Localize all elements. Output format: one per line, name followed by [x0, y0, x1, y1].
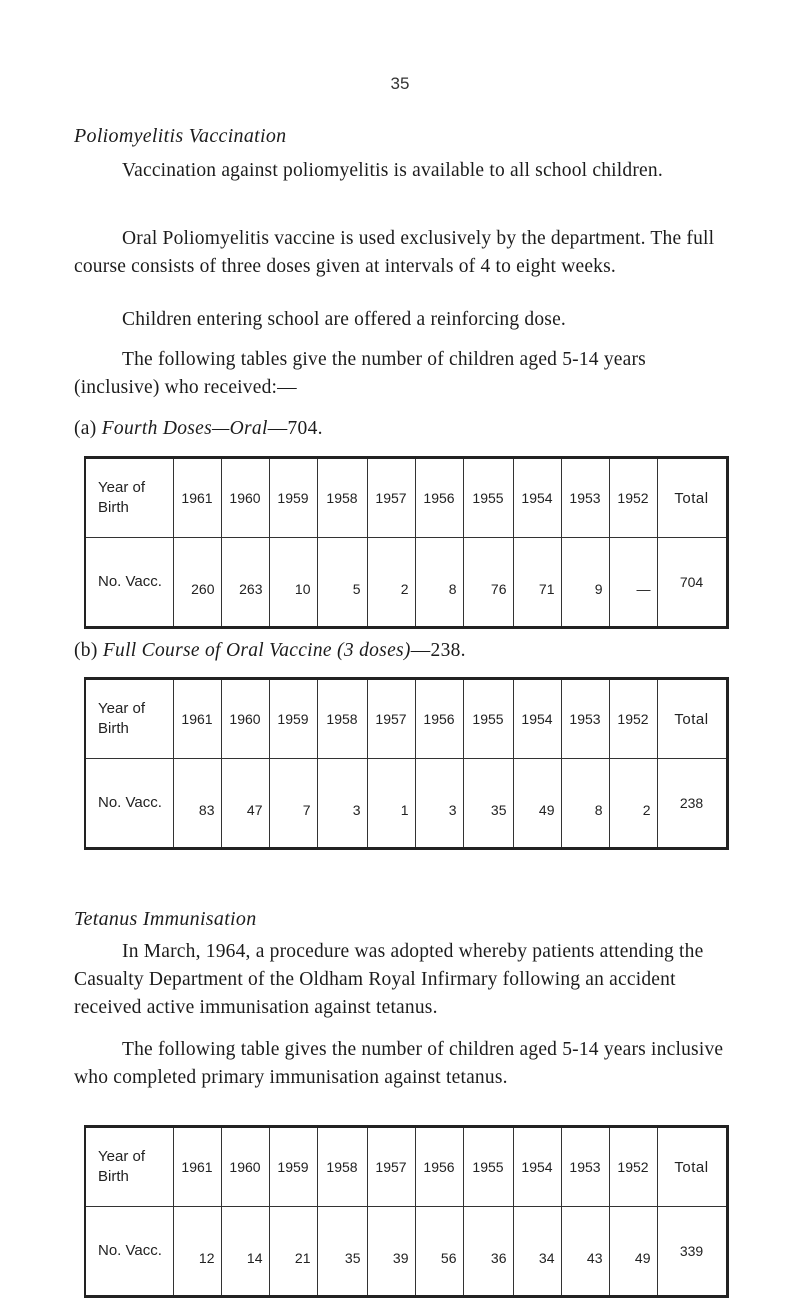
table-a-year-cell: 1959: [269, 458, 317, 538]
tetanus-paragraph-1: In March, 1964, a procedure was adopted whereby patients attending the Casualty Department of the Oldham Royal Infirmary following an accident received active immunisation against tetanus.: [74, 941, 704, 1018]
table-b-caption: [74, 640, 466, 662]
table-b-count-cell: 8: [561, 759, 609, 849]
table-b-year-cell: 1952: [609, 679, 657, 759]
table-b-count-cell: 83: [173, 759, 221, 849]
table-a-year-label: Year of Birth: [98, 479, 145, 516]
table-b-year-cell: 1960: [221, 679, 269, 759]
table-c-count-cell: 36: [463, 1207, 513, 1297]
table-b-year-cell: 1959: [269, 679, 317, 759]
table-a-count-cell: 8: [415, 538, 463, 628]
table-c-year-cell: 1955: [463, 1127, 513, 1207]
page-number: 35: [390, 74, 410, 93]
tetanus-paragraph-2: The following table gives the number of children aged 5-14 years inclusive who completed primary immunisation against tetanus.: [74, 1039, 724, 1088]
table-b-count-cell: 7: [269, 759, 317, 849]
table-a-total-value: 704: [657, 538, 727, 628]
table-a-caption-title: Fourth Doses—Oral: [101, 418, 268, 439]
table-c-count-cell: 34: [513, 1207, 561, 1297]
table-c-year-label: Year of Birth: [98, 1148, 145, 1185]
table-b-year-cell: 1957: [367, 679, 415, 759]
table-a-year-cell: 1961: [173, 458, 221, 538]
table-b-count-cell: 1: [367, 759, 415, 849]
polio-paragraph-1: Vaccination against poliomyelitis is available to all school children.: [122, 160, 663, 181]
table-b-count-label: No. Vacc.: [85, 759, 173, 849]
table-b-year-row: [85, 679, 727, 759]
table-b-count-cell: 47: [221, 759, 269, 849]
table-b-count-cell: 3: [317, 759, 367, 849]
table-c-year-row: [85, 1127, 727, 1207]
table-a-year-cell: 1960: [221, 458, 269, 538]
table-c-year-cell: 1954: [513, 1127, 561, 1207]
table-a-count-cell: 10: [269, 538, 317, 628]
table-b-total-value: 238: [657, 759, 727, 849]
table-c-count-cell: 39: [367, 1207, 415, 1297]
table-a-year-cell: 1953: [561, 458, 609, 538]
tetanus-heading: Tetanus Immunisation: [74, 908, 257, 930]
table-b-year-cell: 1956: [415, 679, 463, 759]
table-c-year-cell: 1956: [415, 1127, 463, 1207]
polio-paragraph-4: The following tables give the number of children aged 5-14 years (inclusive) who received:—: [74, 349, 646, 398]
table-c-year-cell: 1960: [221, 1127, 269, 1207]
polio-paragraph-3: Children entering school are offered a reinforcing dose.: [122, 309, 567, 330]
table-b-count-cell: 2: [609, 759, 657, 849]
table-c-count-row: [85, 1207, 727, 1297]
table-c-year-cell: 1953: [561, 1127, 609, 1207]
table-a-count-cell: 263: [221, 538, 269, 628]
table-c-count-cell: 12: [173, 1207, 221, 1297]
table-c-count-cell: 56: [415, 1207, 463, 1297]
table-b-count-row: [85, 759, 727, 849]
table-c-tetanus: [84, 1125, 729, 1298]
table-a-total-header: Total: [657, 458, 727, 538]
table-c-year-cell: 1961: [173, 1127, 221, 1207]
table-b-year-cell: 1954: [513, 679, 561, 759]
table-b-year-cell: 1958: [317, 679, 367, 759]
table-b-caption-total: —238.: [410, 640, 466, 661]
table-b-caption-prefix: (b): [74, 640, 103, 661]
table-a-fourth-doses: [84, 456, 729, 629]
table-c-count-label: No. Vacc.: [85, 1207, 173, 1297]
table-a-year-cell: 1957: [367, 458, 415, 538]
table-a-caption: [74, 418, 323, 440]
table-c-year-cell: 1958: [317, 1127, 367, 1207]
table-a-year-row: [85, 458, 727, 538]
table-b-year-cell: 1953: [561, 679, 609, 759]
table-b-year-cell: 1961: [173, 679, 221, 759]
table-b-total-header: Total: [657, 679, 727, 759]
table-a-count-cell: 260: [173, 538, 221, 628]
table-c-year-cell: 1952: [609, 1127, 657, 1207]
table-b-count-cell: 35: [463, 759, 513, 849]
polio-paragraph-2: Oral Poliomyelitis vaccine is used exclusively by the department. The full course consists of three doses given at intervals of 4 to eight weeks.: [74, 228, 715, 277]
table-b-caption-title: Full Course of Oral Vaccine (3 doses): [102, 640, 411, 661]
table-a-count-cell: 76: [463, 538, 513, 628]
table-c-count-cell: 43: [561, 1207, 609, 1297]
table-a-year-cell: 1956: [415, 458, 463, 538]
table-b-year-cell: 1955: [463, 679, 513, 759]
table-c-total-value: 339: [657, 1207, 727, 1297]
table-b-year-label: Year of Birth: [98, 700, 145, 737]
table-c-year-cell: 1957: [367, 1127, 415, 1207]
table-a-count-cell: 71: [513, 538, 561, 628]
table-b-count-cell: 49: [513, 759, 561, 849]
table-a-year-cell: 1952: [609, 458, 657, 538]
table-a-count-cell: 5: [317, 538, 367, 628]
table-c-count-cell: 35: [317, 1207, 367, 1297]
polio-heading: Poliomyelitis Vaccination: [74, 125, 287, 147]
table-c-count-cell: 14: [221, 1207, 269, 1297]
table-a-count-cell: 9: [561, 538, 609, 628]
table-a-count-cell: 2: [367, 538, 415, 628]
table-a-count-cell: —: [609, 538, 657, 628]
table-a-year-cell: 1954: [513, 458, 561, 538]
table-a-count-label: No. Vacc.: [85, 538, 173, 628]
table-c-year-cell: 1959: [269, 1127, 317, 1207]
table-a-year-cell: 1958: [317, 458, 367, 538]
table-a-year-cell: 1955: [463, 458, 513, 538]
table-c-total-header: Total: [657, 1127, 727, 1207]
table-c-count-cell: 49: [609, 1207, 657, 1297]
table-a-count-row: [85, 538, 727, 628]
table-a-caption-prefix: (a): [74, 418, 102, 439]
table-b-count-cell: 3: [415, 759, 463, 849]
table-b-full-course: [84, 677, 729, 850]
table-a-caption-total: —704.: [267, 418, 323, 439]
table-c-count-cell: 21: [269, 1207, 317, 1297]
